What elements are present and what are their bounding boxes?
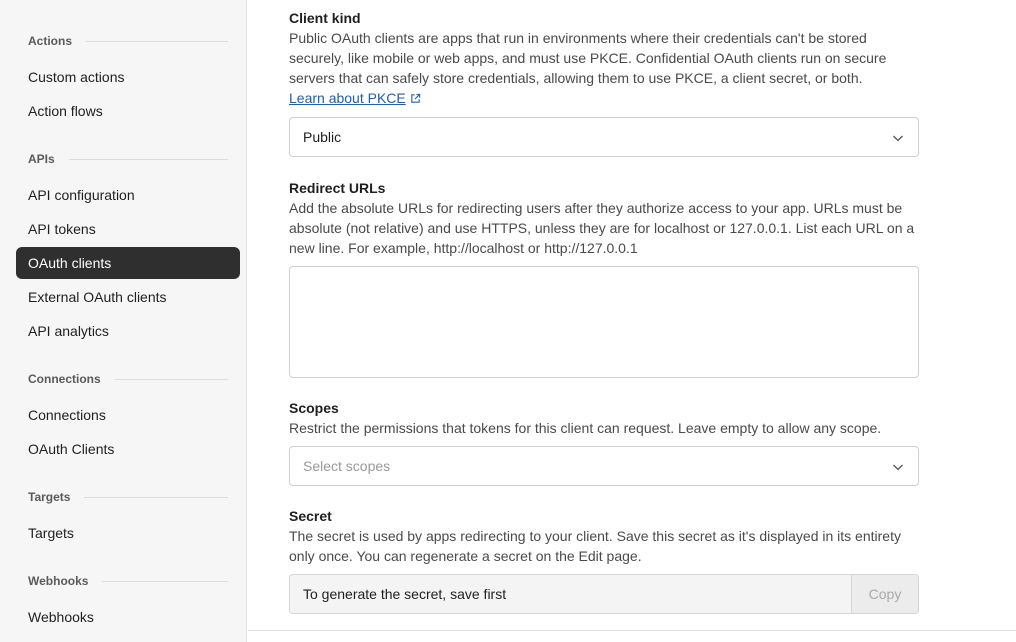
sidebar-item-label: Webhooks <box>28 609 94 625</box>
copy-button[interactable]: Copy <box>851 575 918 613</box>
sidebar-item-oauth-clients-connections[interactable] <box>16 433 240 465</box>
sidebar-section-targets <box>28 489 228 505</box>
sidebar-item-label: API configuration <box>28 187 135 203</box>
scopes-select[interactable] <box>289 446 919 486</box>
redirect-urls-description: Add the absolute URLs for redirecting users after they authorize access to your app. URLs must be absolute (not relative) and use HTTPS, unless they are for localhost or 127.0.0.1. List each URL on a new line. For example, http://localhost or http://127.0.0.1 <box>289 200 915 256</box>
section-title: APIs <box>28 152 55 166</box>
client-kind-description <box>289 28 919 108</box>
sidebar-item-custom-actions[interactable] <box>16 61 240 93</box>
sidebar-item-api-analytics[interactable] <box>16 315 240 347</box>
learn-about-pkce-link-text: Learn about PKCE <box>289 90 406 106</box>
secret-value: To generate the secret, save first <box>303 586 507 602</box>
sidebar-section-actions <box>28 33 228 49</box>
divider <box>69 159 228 160</box>
sidebar-item-label: Custom actions <box>28 69 125 85</box>
sidebar-item-targets[interactable] <box>16 517 240 549</box>
redirect-urls-label: Redirect URLs <box>289 180 386 196</box>
sidebar-item-label: OAuth Clients <box>28 441 115 457</box>
redirect-urls-textarea[interactable] <box>289 266 919 378</box>
sidebar-item-label: API tokens <box>28 221 96 237</box>
sidebar-item-label: OAuth clients <box>28 255 112 271</box>
chevron-down-icon <box>892 461 904 473</box>
sidebar-item-label: API analytics <box>28 323 109 339</box>
sidebar-item-label: External OAuth clients <box>28 289 167 305</box>
sidebar <box>0 0 247 642</box>
client-kind-description-text: Public OAuth clients are apps that run in environments where their credentials can't be stored securely, like mobile or web apps, and must use PKCE. Confidential OAuth clients run on secure servers that can safely store credentials, allowing them to use PKCE, a client secret, or both. <box>289 30 887 86</box>
sidebar-item-label: Action flows <box>28 103 103 119</box>
sidebar-item-action-flows[interactable] <box>16 95 240 127</box>
secret-field <box>289 574 919 614</box>
main-content <box>248 0 1016 642</box>
divider <box>248 630 1016 631</box>
external-link-icon <box>410 93 421 104</box>
learn-about-pkce-link[interactable] <box>289 90 421 106</box>
sidebar-item-external-oauth-clients[interactable] <box>16 281 240 313</box>
client-kind-label: Client kind <box>289 10 361 26</box>
client-kind-select[interactable] <box>289 117 919 157</box>
sidebar-item-connections[interactable] <box>16 399 240 431</box>
sidebar-item-oauth-clients[interactable] <box>16 247 240 279</box>
divider <box>84 497 228 498</box>
sidebar-section-apis <box>28 151 228 167</box>
secret-label: Secret <box>289 508 332 524</box>
chevron-down-icon <box>892 132 904 144</box>
scopes-label: Scopes <box>289 400 339 416</box>
divider <box>86 41 228 42</box>
sidebar-item-api-configuration[interactable] <box>16 179 240 211</box>
sidebar-item-label: Targets <box>28 525 74 541</box>
secret-description: The secret is used by apps redirecting to your client. Save this secret as it's displayed in its entirety only once. You can regenerate a secret on the Edit page. <box>289 528 901 564</box>
sidebar-item-webhooks[interactable] <box>16 601 240 633</box>
sidebar-section-webhooks <box>28 573 228 589</box>
sidebar-section-connections <box>28 371 228 387</box>
client-kind-selected-value: Public <box>303 129 342 145</box>
sidebar-item-api-tokens[interactable] <box>16 213 240 245</box>
divider <box>115 379 228 380</box>
section-title: Connections <box>28 372 101 386</box>
scopes-placeholder: Select scopes <box>303 458 391 474</box>
sidebar-item-label: Connections <box>28 407 106 423</box>
section-title: Webhooks <box>28 574 89 588</box>
section-title: Targets <box>28 490 71 504</box>
scopes-description: Restrict the permissions that tokens for this client can request. Leave empty to allow any scope. <box>289 420 882 436</box>
divider <box>102 581 228 582</box>
section-title: Actions <box>28 34 73 48</box>
